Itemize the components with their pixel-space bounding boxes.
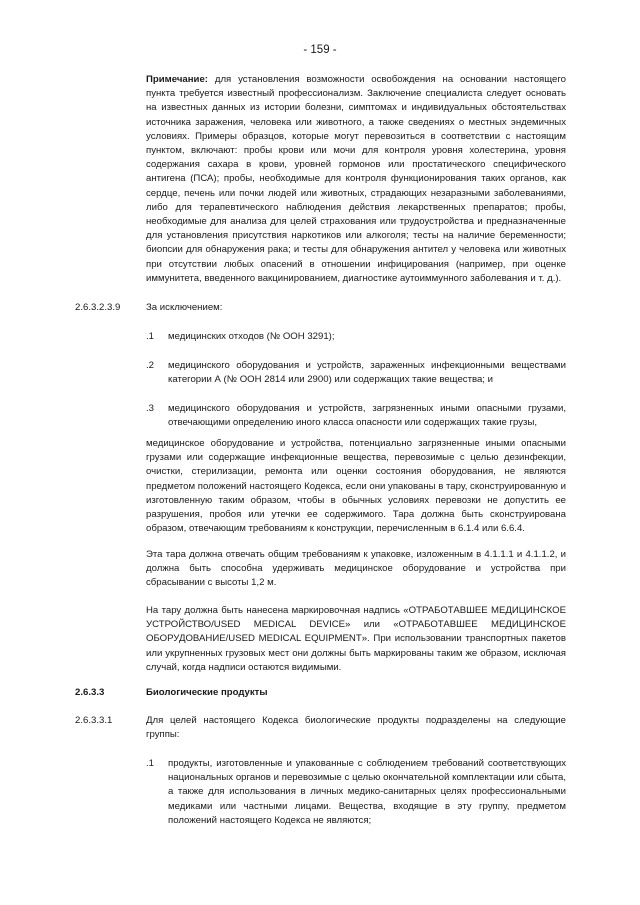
section-heading-biological-products: Биологические продукты (146, 687, 268, 698)
section-text-groups: Для целей настоящего Кодекса биологические продукты подразделены на следующие группы: (146, 715, 566, 741)
paragraph-marking: На тару должна быть нанесена маркировочная надпись «ОТРАБОТАВШЕЕ МЕДИЦИНСКОЕ УСТРОЙСТВО/USED MEDICAL DEVICE» или «ОТРАБОТАВШЕЕ МЕДИЦИНСКОЕ ОБОРУДОВАНИЕ/USED MEDICAL EQUIPMENT». При использовании транспортных пакетов или укрупненных грузовых мест они должны быть маркированы таким же образом, исключая случай, когда надписи остаются видимыми. (146, 605, 566, 673)
paragraph-medical-equipment: медицинское оборудование и устройства, потенциально загрязненные иными опасными грузами или содержащие инфекционные вещества, перевозимые с целью дезинфекции, очистки, стерилизации, ремонта или оценки состояния оборудования, не являются предметом положений настоящего Кодекса, если они упакованы в тару, сконструированную и изготовленную таким образом, чтобы в обычных условиях перевозки не допустить ее разрушения, пробоя или утечки ее содержимого. Тара должна быть сконструирована образом, отвечающим требованиям к конструкции, перечисленным в 6.1.4 или 6.6.4. (146, 438, 566, 535)
section-number-2-6-3-3-1: 2.6.3.3.1 (75, 715, 113, 726)
section-heading-exceptions: За исключением: (146, 302, 223, 313)
list-item-text: продукты, изготовленные и упакованные с соблюдением требований соответствующих национальных органов и перевозимые с целью окончательной комплектации или сбыта, а также для использования в личных медико-санитарных целях профессиональными медиками или частными лицами. Вещества, входящие в эту группу, предметом положений настоящего Кодекса не являются; (168, 758, 566, 826)
list-item-text: медицинского оборудования и устройств, загрязненных иными опасными грузами, отвечающими определению иного класса опасности или содержащих такие грузы, (168, 403, 566, 429)
note-label: Примечание: (146, 74, 208, 85)
note-text: для установления возможности освобождения на основании настоящего пункта требуется известный профессионализм. Заключение специалиста следует основать на известных данных из истории болезни, симптомах и индивидуальных обстоятельствах источника заражения, человека или животного, а также сведениях о местных эндемичных условиях. Примеры образцов, которые могут перевозиться в соответствии с настоящим пунктом, включают: пробы крови или мочи для контроля уровня холестерина, уровня содержания сахара в крови, уровней гормонов или простатического специфического антигена (ПСА); пробы, необходимые для контроля функционирования таких органов, как сердце, печень или почки людей или животных, страдающих незаразными заболеваниями, либо для терапевтического наблюдения действия лекарственных препаратов; пробы, необходимые для анализа для целей страхования или трудоустройства и предназначенные для установления присутствия наркотиков или алкоголя; тесты на наличие беременности; биопсии для обнаружения рака; и тесты для обнаружения антител у человека или животных при отсутствии любых опасений в отношении инфицирования (например, при оценке иммунитета, введенного вакцинированием, диагностике аутоиммунного заболевания и т. д.). (146, 74, 566, 284)
paragraph-packaging-requirements: Эта тара должна отвечать общим требованиям к упаковке, изложенным в 4.1.1.1 и 4.1.1.2, и должна быть способна удерживать медицинское оборудование и устройства при сбрасывании с высоты 1,2 м. (146, 549, 566, 589)
list-item-number: .1 (146, 331, 155, 342)
page-number: - 159 - (303, 44, 337, 56)
note-paragraph (146, 73, 566, 286)
list-item-text: медицинского оборудования и устройств, зараженных инфекционными веществами категории А (№ ООН 2814 или 2900) или содержащих такие вещества; и (168, 360, 566, 386)
list-item-number: .3 (146, 403, 155, 414)
section-number-2-6-3-3: 2.6.3.3 (75, 687, 105, 698)
list-item-number: .2 (146, 360, 155, 371)
section-number-2-6-3-2-3-9: 2.6.3.2.3.9 (75, 302, 121, 313)
list-item-number: .1 (146, 758, 155, 769)
list-item-text: медицинских отходов (№ ООН 3291); (168, 331, 335, 342)
